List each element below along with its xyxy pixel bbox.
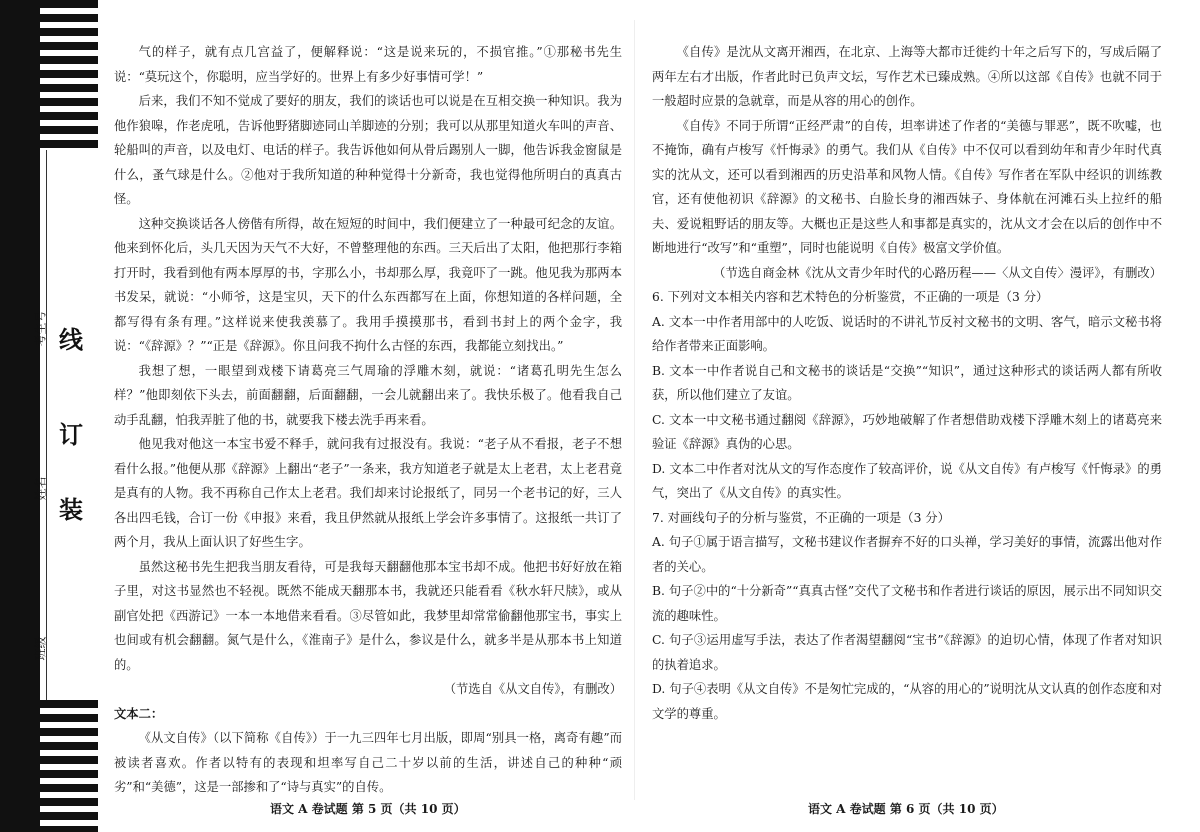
cut-char-bind: 订 (59, 420, 83, 449)
binding-bar (0, 0, 40, 832)
paragraph: 我想了想，一眼望到戏楼下请葛亮三气周瑜的浮雕木刻，就说：“诸葛孔明先生怎么样？”他即刻依下头去，前面翻翻，后面翻翻，一会儿就翻出来了。我快乐极了。他看我自己动手乱翻，怕我弄脏了他的书，就要我下楼去洗手再来看。 (114, 363, 622, 427)
question-option: B. 文本一中作者说自己和文秘书的谈话是“交换”“知识”，通过这种形式的谈话两人都有所收获，所以他们建立了友谊。 (652, 363, 1162, 402)
source-note: （节选自《从文自传》，有删改） (443, 682, 622, 696)
paragraph: 这种交换谈话各人傍偕有所得，故在短短的时间中，我们便建立了一种最可纪念的友谊。他来到怀化后，头几天因为天气不大好，不曾整理他的东西。三天后出了太阳，他把那行李箱打开时，我看到他有两本厚厚的书，字那么小，书却那么厚，我竟吓了一跳。他见我为那两本书发呆，就说：“小师爷，这是宝贝，天下的什么东西都写在上面，你想知道的各样问题，全都写得有条有理。”这样说来使我羡慕了。我用手摸摸那书，看到书封上的两个金字，我说：“《辞源》？”“正是《辞源》。你且问我不拘什么古怪的东西，我都能立刻找出。” (114, 216, 622, 353)
paragraph: 《自传》不同于所谓“正经严肃”的自传，坦率讲述了作者的“美德与罪恶”，既不吹嘘，也不掩饰，确有卢梭写《忏悔录》的勇气。我们从《自传》中不仅可以看到幼年和青少年时代真实的沈从文，还可以看到湘西的历史沿革和风物人情。《自传》写作者在军队中经识的训练教官，还有使他初识《辞源》的文秘书、白脸长身的湘西妹子、身体航在河滩石头上拉纤的船夫、爱说粗野话的朋友等。大概也正是这些人和事都是真实的，沈从文才会在以后的创作中不断地进行“改写”和“重塑”，同时也能说明《自传》极富文学价值。 (652, 118, 1162, 255)
name-label: 姓名 (33, 476, 48, 501)
paragraph: 他见我对他这一本宝书爱不释手，就问我有过报没有。我说：“老子从不看报，老子不想看什么报。”他便从那《辞源》上翻出“老子”一条来，我方知道老子就是太上老君，太上老君竟是真有的人物。我不再称自己作太上老君。我们却来讨论报纸了，同另一个老书记的好，三人各出四毛钱，合订一份《申报》来看，我且伊然就从报纸上学会许多事情了。这报纸一共订了两个月，我从上面认识了好些生字。 (114, 437, 622, 549)
question-option: D. 句子④表明《从文自传》不是匆忙完成的，“从容的用心的”说明沈从文认真的创作态度和对文学的尊重。 (652, 682, 1162, 721)
cut-char-fold: 装 (59, 495, 83, 524)
paragraph: 虽然这秘书先生把我当朋友看待，可是我每天翻翻他那本宝书却不成。他把书好好放在箱子里，对这书显然也不轻视。既然不能成天翻那本书，我就还只能看看《秋水轩尺牍》，或从副官处把《西游记》一本一本地借来看看。③尽管如此，我梦里却常常偷翻他那宝书，事实上也间或有机会翻翻。氮气是什么，《淮南子》是什么，参议是什么，就多半是从那本书上知道的。 (114, 559, 622, 672)
page-divider (634, 20, 635, 800)
question-option: A. 句子①属于语言描写，文秘书建议作者摒弃不好的口头禅，学习美好的事情，流露出他对作者的关心。 (652, 535, 1162, 574)
paragraph: 《从文自传》（以下简称《自传》）于一九三四年七月出版，即周“别具一格，离奇有趣”而被读者喜欢。作者以特有的表现和坦率写自己二十岁以前的生活，讲述自己的种种“顽劣”和“美德”，这是一部掺和了“诗与真实”的自传。 (114, 731, 622, 794)
question-option: D. 文本二中作者对沈从文的写作态度作了较高评价，说《从文自传》有卢梭写《忏悔录》的勇气，突出了《从文自传》的真实性。 (652, 461, 1162, 500)
class-label: 班级 (33, 636, 48, 661)
right-page (652, 40, 1162, 726)
question-stem: 7. 对画线句子的分析与鉴赏，不正确的一项是（3 分） (652, 510, 950, 525)
cut-char-line: 线 (59, 325, 83, 354)
binding-rule (46, 150, 47, 700)
source-note: （节选自商金林《沈从文青少年时代的心路历程——〈从文自传〉漫评》，有删改） (713, 265, 1162, 280)
paragraph: 《自传》是沈从文离开湘西，在北京、上海等大都市迁徙约十年之后写下的，写成后隔了两年左右才出版，作者此时已负声文坛，写作艺术已臻成熟。④所以这部《自传》也就不同于一般超时应景的急就章，而是从容的用心的创作。 (652, 45, 1162, 108)
question-option: A. 文本一中作者用部中的人吃饭、说话时的不讲礼节反衬文秘书的文明、客气，暗示文秘书将给作者带来正面影响。 (652, 314, 1162, 353)
right-page-footer: 语文 A 卷试题 第 6 页（共 10 页） (808, 802, 1004, 816)
question-option: C. 文本一中文秘书通过翻阅《辞源》，巧妙地破解了作者想借助戏楼下浮雕木刻上的诸葛亮来验证《辞源》真伪的心思。 (652, 412, 1162, 451)
binding-margin (0, 0, 98, 832)
text2-title: 文本二： (114, 705, 164, 721)
question-option: B. 句子②中的“十分新奇”“真真古怪”交代了文秘书和作者进行谈话的原因，展示出不同知识交流的趣味性。 (652, 584, 1162, 623)
paragraph: 后来，我们不知不觉成了要好的朋友，我们的谈话也可以说是在互相交换一种知识。我为他作狼嗥，作老虎吼，告诉他野猪脚迹同山羊脚迹的分别；我可以从那里知道火车叫的声音、轮船叫的声音，以及电灯、电话的样子。我告诉他如何从骨后踢别人一脚，他告诉我金窗鼠是什么，蚤气球是什么。②他对于我所知道的种种觉得十分新奇，我也觉得他所明白的真真古怪。 (114, 94, 622, 206)
question-stem: 6. 下列对文本相关内容和艺术特色的分析鉴赏，不正确的一项是（3 分） (652, 290, 1049, 304)
paragraph: 气的样子，就有点几宫益了，便解释说：“这是说来玩的，不损官推。”①那秘书先生说：“莫玩这个，你聪明，应当学好的。世界上有多少好事情可学！” (114, 45, 622, 84)
exam-number-label: 考生号 (33, 310, 48, 347)
left-page-footer: 语文 A 卷试题 第 5 页（共 10 页） (270, 802, 466, 816)
question-option: C. 句子③运用虚写手法，表达了作者渴望翻阅“宝书”《辞源》的迫切心情，体现了作者对知识的执着追求。 (652, 633, 1162, 672)
left-page (114, 40, 622, 800)
